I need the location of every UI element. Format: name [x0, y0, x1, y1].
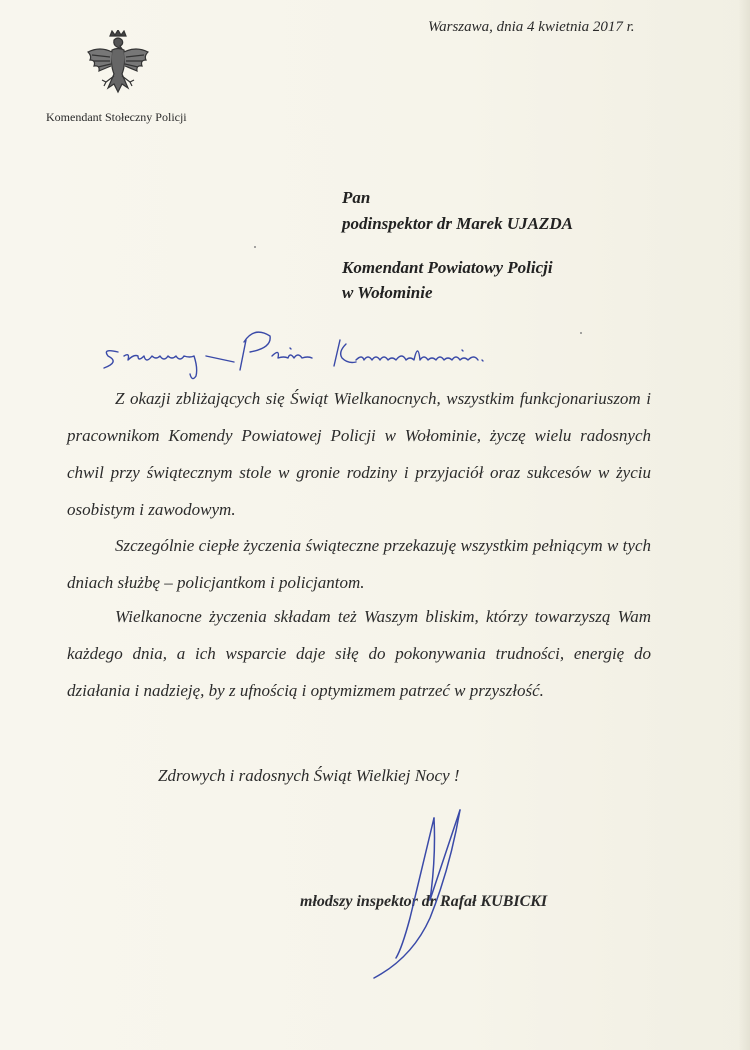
handwritten-greeting-icon: [94, 322, 544, 384]
paper-edge-shadow: [738, 0, 750, 1050]
recipient-position-line1: Komendant Powiatowy Policji: [342, 258, 553, 277]
closing-wishes: Zdrowych i radosnych Świąt Wielkiej Nocy !: [158, 766, 460, 785]
body-paragraph-2: Szczególnie ciepłe życzenia świąteczne przekazuję wszystkim pełniącym w tych dniach służbę – policjantkom i policjantom.: [67, 536, 651, 592]
polish-eagle-emblem-icon: [84, 30, 152, 102]
body-paragraph-3: Wielkanocne życzenia składam też Waszym bliskim, którzy towarzyszą Wam każdego dnia, a ich wsparcie daje siłę do pokonywania trudności, energię do działania i nadzieję, by z ufnością i optymizmem patrzeć w przyszłość.: [67, 607, 651, 700]
paper-speck: [580, 332, 582, 334]
recipient-position-line2: w Wołominie: [342, 283, 433, 302]
letter-date: Warszawa, dnia 4 kwietnia 2017 r.: [428, 19, 635, 35]
handwritten-signature-icon: [360, 808, 490, 983]
handwritten-greeting-text: Szanowny Panie Komendancie.: [94, 382, 110, 383]
issuer-title: Komendant Stołeczny Policji: [46, 110, 187, 124]
recipient-salutation: Pan: [342, 188, 371, 207]
paper-speck: [254, 246, 256, 248]
signer-name: młodszy inspektor dr Rafał KUBICKI: [300, 893, 548, 910]
recipient-name: podinspektor dr Marek UJAZDA: [342, 214, 573, 233]
body-paragraph-1: Z okazji zbliżających się Świąt Wielkanocnych, wszystkim funkcjonariuszom i pracownikom Komendy Powiatowej Policji w Wołominie, życzę wielu radosnych chwil przy świątecznym stole w gronie rodziny i przyjaciół oraz sukcesów w życiu osobistym i zawodowym.: [67, 389, 651, 519]
